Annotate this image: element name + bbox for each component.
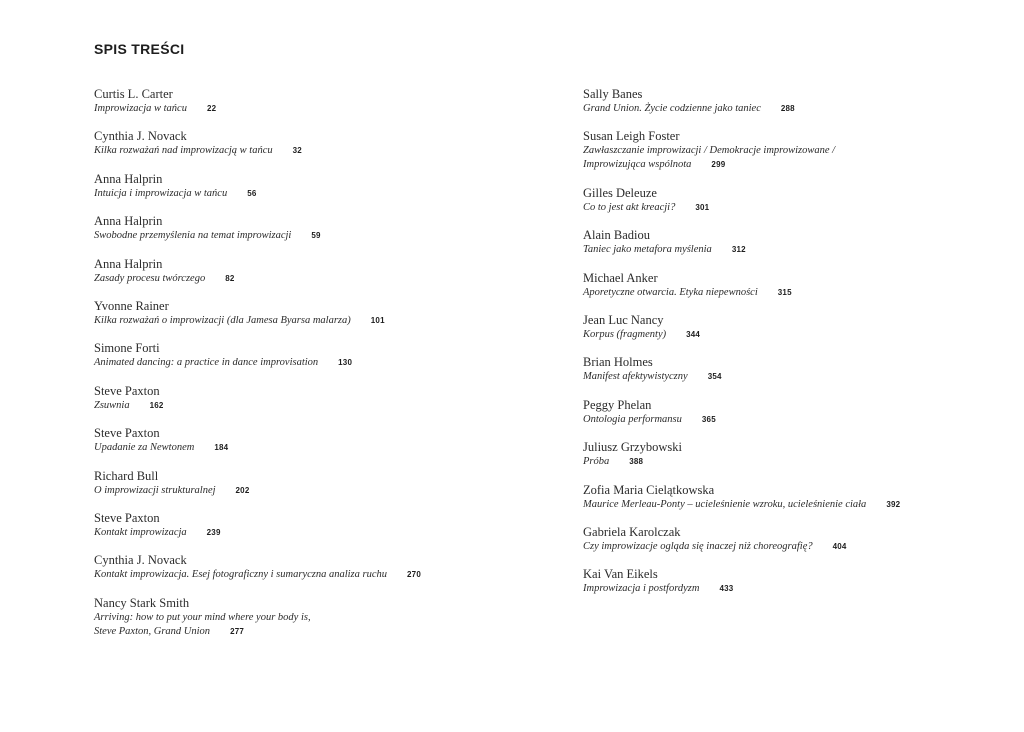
toc-entry — [583, 87, 795, 116]
toc-page-number: 404 — [832, 542, 847, 551]
toc-author: Gabriela Karolczak — [583, 525, 681, 539]
toc-entry — [583, 313, 700, 342]
toc-title — [583, 158, 835, 172]
toc-author: Gilles Deleuze — [583, 185, 657, 200]
toc-page-number: 56 — [247, 188, 257, 198]
toc-title-text: Upadanie za Newtonem — [94, 442, 195, 454]
toc-author: Kai Van Eikels — [583, 567, 658, 582]
toc-title-text: Improwizująca wspólnota — [583, 159, 692, 171]
toc-title-text: Aporetyczne otwarcia. Etyka niepewności — [583, 286, 758, 298]
toc-entry — [94, 511, 221, 540]
toc-author: Susan Leigh Foster — [583, 129, 680, 144]
toc-page-number: 288 — [780, 104, 795, 113]
toc-author: Richard Bull — [94, 468, 159, 483]
toc-title — [94, 314, 385, 328]
toc-title-text: Kontakt improwizacja. Esej fotograficzny i sumaryczna analiza ruchu — [94, 569, 388, 581]
toc-title-text: Maurice Merleau-Ponty – ucieleśnienie wzroku, ucieleśnienie ciała — [583, 498, 867, 510]
toc-title-text: Swobodne przemyślenia na temat improwizacji — [94, 230, 292, 242]
toc-entry — [94, 426, 228, 455]
toc-title-text: Kilka rozważań o improwizacji (dla Jamesa Byarsa malarza) — [94, 315, 351, 326]
toc-title — [583, 286, 792, 300]
toc-entry — [583, 129, 835, 172]
toc-author: Anna Halprin — [94, 214, 163, 229]
toc-page-number: 184 — [214, 443, 229, 453]
toc-title — [583, 455, 682, 469]
toc-title — [94, 229, 321, 243]
toc-title-text: Steve Paxton, Grand Union — [94, 625, 211, 637]
toc-title — [94, 102, 216, 116]
toc-author: Anna Halprin — [94, 171, 163, 186]
toc-entry — [94, 172, 257, 201]
toc-entry — [94, 469, 249, 498]
toc-entry — [583, 228, 746, 257]
toc-page-number: 344 — [686, 330, 701, 339]
toc-entry — [94, 299, 385, 328]
toc-page-number: 277 — [230, 626, 245, 636]
toc-author: Steve Paxton — [94, 511, 160, 525]
toc-author: Brian Holmes — [583, 355, 653, 370]
toc-title — [583, 540, 847, 554]
toc-title — [583, 144, 835, 158]
toc-title — [583, 201, 709, 215]
toc-title — [94, 356, 352, 370]
toc-title-text: Czy improwizacje ogląda się inaczej niż choreografię? — [583, 541, 813, 552]
toc-author: Curtis L. Carter — [94, 87, 173, 101]
toc-author: Yvonne Rainer — [94, 299, 169, 313]
toc-author: Juliusz Grzybowski — [583, 440, 682, 455]
toc-title — [94, 187, 257, 201]
toc-title-text: Zsuwnia — [94, 399, 130, 411]
toc-title-text: Co to jest akt kreacji? — [583, 201, 676, 213]
toc-author: Zofia Maria Cielątkowska — [583, 482, 715, 497]
toc-page-number: 392 — [886, 499, 901, 509]
toc-entry — [94, 129, 302, 158]
toc-title — [94, 568, 421, 582]
toc-author: Cynthia J. Novack — [94, 129, 187, 144]
toc-page-number: 315 — [777, 287, 792, 297]
toc-author: Steve Paxton — [94, 426, 160, 441]
toc-author: Alain Badiou — [583, 228, 651, 243]
toc-title-text: Improwizacja i postfordyzm — [583, 583, 700, 595]
toc-author: Jean Luc Nancy — [583, 313, 664, 327]
toc-title — [583, 413, 716, 427]
toc-entry — [583, 355, 722, 384]
toc-entry — [583, 567, 733, 596]
toc-entry — [583, 440, 682, 469]
toc-entry — [94, 257, 235, 286]
toc-page-number: 365 — [701, 414, 716, 424]
toc-author: Anna Halprin — [94, 256, 163, 271]
toc-author: Simone Forti — [94, 341, 160, 356]
toc-title-text: Korpus (fragmenty) — [583, 329, 667, 340]
toc-title — [583, 328, 700, 342]
toc-entry — [94, 87, 216, 116]
toc-author: Michael Anker — [583, 270, 658, 285]
toc-entry — [583, 525, 847, 554]
toc-title — [583, 102, 795, 116]
toc-title-text: Arriving: how to put your mind where your body is, — [94, 611, 311, 623]
toc-title — [583, 243, 746, 257]
toc-page-number: 82 — [225, 273, 235, 283]
toc-entry — [94, 553, 421, 582]
toc-entry — [94, 596, 311, 639]
toc-title-text: Kilka rozważań nad improwizacją w tańcu — [94, 145, 273, 157]
toc-title-text: Próba — [583, 456, 610, 468]
toc-page-number: 32 — [292, 146, 302, 156]
toc-title-text: Improwizacja w tańcu — [94, 103, 187, 114]
toc-entry — [583, 483, 900, 512]
toc-title-text: Grand Union. Życie codzienne jako taniec — [583, 103, 761, 114]
toc-title — [94, 144, 302, 158]
toc-title-text: Manifest afektywistyczny — [583, 371, 688, 383]
toc-page-number: 59 — [311, 231, 321, 241]
toc-author: Peggy Phelan — [583, 397, 652, 412]
toc-page-number: 388 — [629, 457, 644, 467]
toc-entry — [583, 398, 716, 427]
toc-page-number: 299 — [711, 160, 726, 170]
toc-title — [94, 399, 164, 413]
toc-entry — [94, 341, 352, 370]
toc-author: Cynthia J. Novack — [94, 553, 187, 568]
toc-page-number: 162 — [149, 400, 164, 410]
toc-title-text: Ontologia performansu — [583, 413, 682, 425]
toc-entry — [583, 186, 709, 215]
toc-title — [94, 611, 311, 625]
page-title: SPIS TREŚCI — [94, 41, 185, 57]
toc-entry — [583, 271, 792, 300]
toc-title — [94, 441, 228, 455]
toc-page-number: 22 — [206, 104, 217, 113]
toc-title-text: Taniec jako metafora myślenia — [583, 244, 712, 256]
toc-page-number: 354 — [707, 372, 722, 382]
toc-page-number: 202 — [235, 485, 250, 495]
toc-page-number: 301 — [695, 202, 710, 212]
toc-title — [94, 272, 235, 286]
toc-author: Steve Paxton — [94, 383, 160, 398]
toc-entry — [94, 384, 164, 413]
toc-author: Sally Banes — [583, 87, 643, 101]
toc-page-number: 101 — [370, 316, 385, 325]
toc-title-text: Zasady procesu twórczego — [94, 272, 206, 284]
toc-title-text: Animated dancing: a practice in dance improvisation — [94, 357, 319, 369]
toc-title — [94, 484, 249, 498]
toc-title-text: Intuicja i improwizacja w tańcu — [94, 187, 228, 199]
toc-title — [583, 370, 722, 384]
toc-title — [94, 625, 311, 639]
toc-page-number: 312 — [731, 245, 746, 255]
toc-title — [583, 498, 900, 512]
toc-title-text: Kontakt improwizacja — [94, 527, 187, 538]
toc-entry — [94, 214, 321, 243]
toc-page-number: 130 — [338, 358, 353, 368]
toc-page-number: 239 — [206, 528, 221, 537]
toc-author: Nancy Stark Smith — [94, 595, 190, 610]
toc-page-number: 270 — [407, 570, 421, 580]
toc-title-text: O improwizacji strukturalnej — [94, 484, 216, 496]
toc-title — [583, 582, 733, 596]
toc-title — [94, 526, 221, 540]
toc-page-number: 433 — [719, 584, 734, 594]
toc-title-text: Zawłaszczanie improwizacji / Demokracje improwizowane / — [583, 145, 836, 157]
